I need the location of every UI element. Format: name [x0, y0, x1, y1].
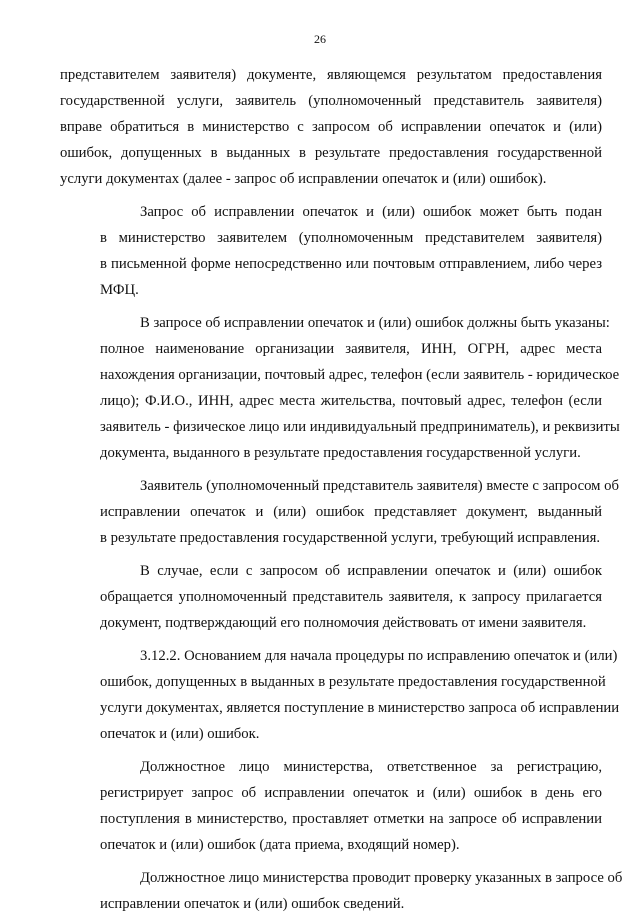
text-line: обращается уполномоченный представитель заявителя, к запросу прилагается — [100, 589, 602, 605]
text-line: исправлении опечаток и (или) ошибок представляет документ, выданный — [100, 504, 602, 520]
paragraph — [60, 643, 620, 747]
text-line: ошибок, допущенных в выданных в результате предоставления государственной — [60, 145, 602, 161]
page-number: 26 — [314, 32, 326, 46]
text-line: поступления в министерство, проставляет отметки на запросе об исправлении — [100, 811, 602, 827]
text-line: Заявитель (уполномоченный представитель заявителя) вместе с запросом об — [140, 478, 619, 494]
paragraph — [60, 310, 620, 466]
paragraph — [60, 62, 602, 192]
text-line: услуги документах (далее - запрос об исправлении опечаток и (или) ошибок). — [60, 171, 547, 187]
text-line: полное наименование организации заявителя, ИНН, ОГРН, адрес места — [100, 341, 602, 357]
text-line: В случае, если с запросом об исправлении опечаток и (или) ошибок — [140, 563, 602, 579]
text-line: заявитель - физическое лицо или индивидуальный предприниматель), и реквизиты — [100, 419, 620, 435]
text-line: регистрирует запрос об исправлении опечаток и (или) ошибок в день его — [100, 785, 602, 801]
text-line: вправе обратиться в министерство с запросом об исправлении опечаток и (или) — [60, 119, 602, 135]
paragraph — [60, 754, 602, 858]
text-line: документа, выданного в результате предоставления государственной услуги. — [100, 445, 581, 461]
text-line: 3.12.2. Основанием для начала процедуры по исправлению опечаток и (или) — [140, 648, 618, 664]
text-line: МФЦ. — [100, 282, 139, 298]
paragraph — [60, 473, 619, 551]
text-line: Должностное лицо министерства, ответственное за регистрацию, — [140, 759, 602, 775]
text-line: в письменной форме непосредственно или почтовым отправлением, либо через — [100, 256, 602, 272]
text-line: государственной услуги, заявитель (уполномоченный представитель заявителя) — [60, 93, 602, 109]
text-line: Запрос об исправлении опечаток и (или) ошибок может быть подан — [140, 204, 602, 220]
text-line: документ, подтверждающий его полномочия действовать от имени заявителя. — [100, 615, 587, 631]
text-line: Должностное лицо министерства проводит проверку указанных в запросе об — [140, 870, 623, 886]
text-line: услуги документах, является поступление в министерство запроса об исправлении — [100, 700, 620, 716]
document-body — [60, 62, 623, 924]
text-line: опечаток и (или) ошибок (дата приема, входящий номер). — [100, 837, 460, 853]
paragraph — [60, 558, 602, 636]
text-line: опечаток и (или) ошибок. — [100, 726, 260, 742]
text-line: в министерство заявителем (уполномоченным представителем заявителя) — [100, 230, 602, 246]
text-line: В запросе об исправлении опечаток и (или) ошибок должны быть указаны: — [140, 315, 610, 331]
paragraph — [60, 199, 602, 303]
text-line: нахождения организации, почтовый адрес, телефон (если заявитель - юридическое — [100, 367, 620, 383]
text-line: ошибок, допущенных в выданных в результате предоставления государственной — [100, 674, 606, 690]
text-line: представителем заявителя) документе, являющемся результатом предоставления — [60, 67, 602, 83]
text-line: в результате предоставления государственной услуги, требующий исправления. — [100, 530, 601, 546]
text-line: исправлении опечаток и (или) ошибок сведений. — [100, 896, 405, 912]
text-line: лицо); Ф.И.О., ИНН, адрес места жительства, почтовый адрес, телефон (если — [100, 393, 602, 409]
paragraph — [60, 865, 623, 917]
